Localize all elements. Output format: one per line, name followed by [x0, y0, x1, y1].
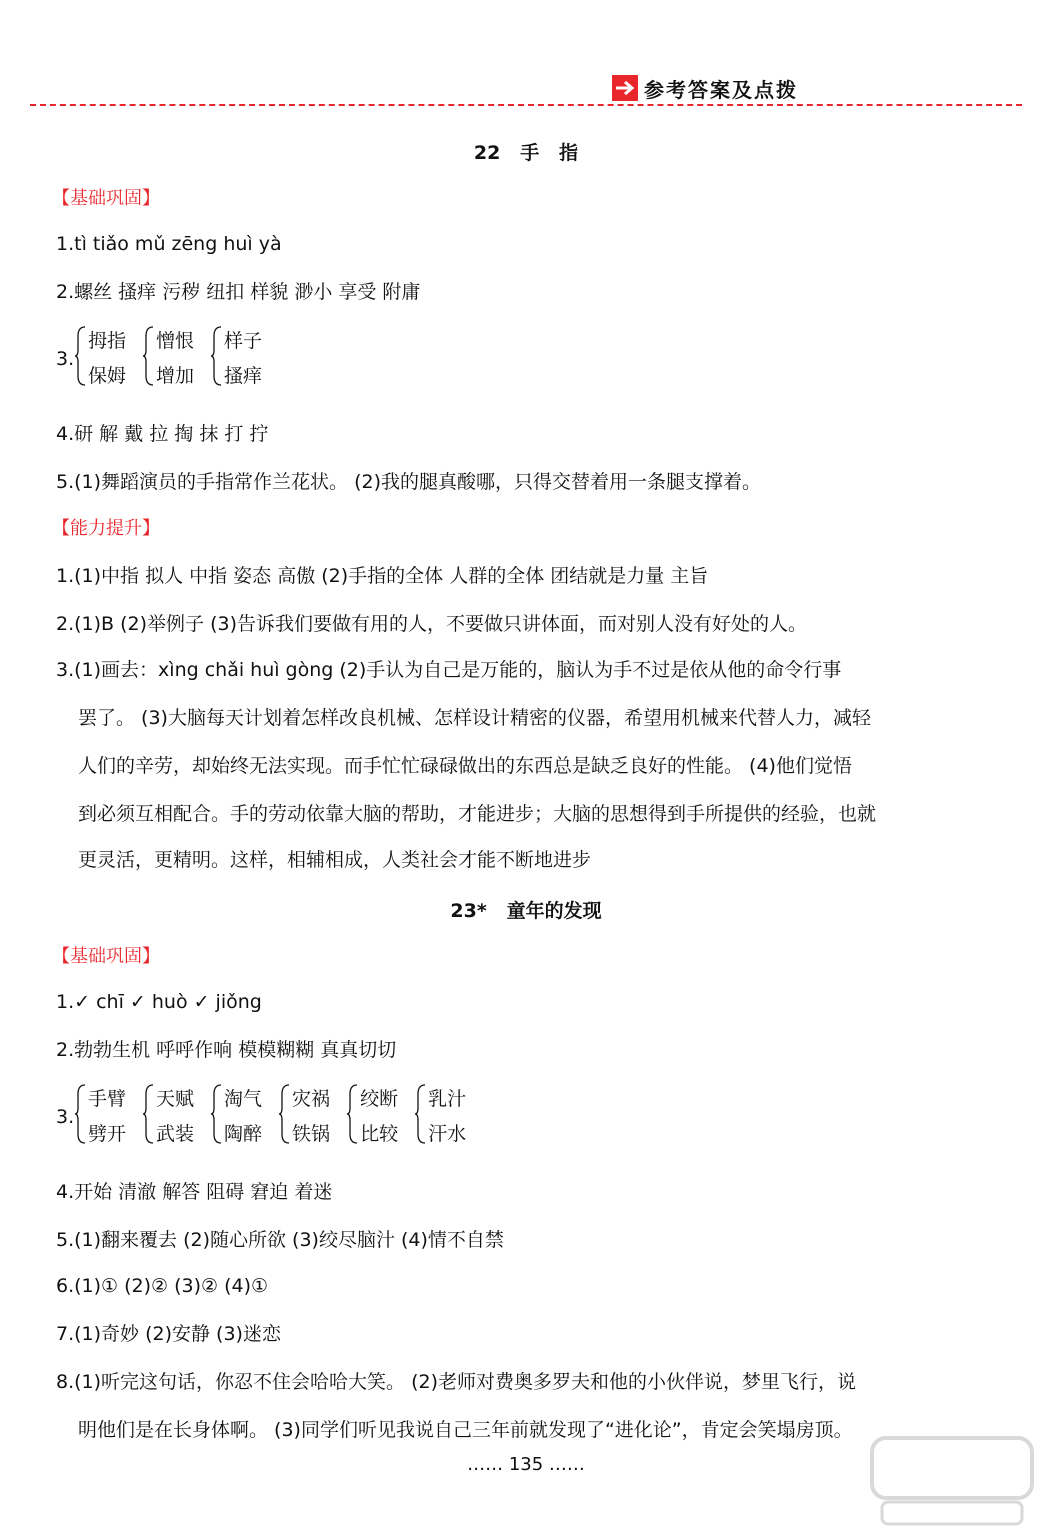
brace-pair	[74, 1084, 126, 1146]
answer-line: 罢了。 (3)大脑每天计划着怎样改良机械、怎样设计精密的仪器，希望用机械来代替人力，减轻	[78, 707, 871, 729]
lesson-title-23: 23* 童年的发现	[450, 900, 602, 922]
brace-word: 保姆	[88, 365, 127, 387]
answer-line: 3.(1)画去：xìng chǎi huì gòng (2)手认为自己是万能的，脑认为手不过是依从他的命令行事	[56, 659, 842, 681]
brace-pair	[210, 326, 262, 388]
answer-line: 5.(1)舞蹈演员的手指常作兰花状。 (2)我的腿真酸哪，只得交替着用一条腿支撑着。	[56, 471, 761, 493]
brace-icon	[414, 1084, 426, 1144]
answer-line: 明他们是在长身体啊。 (3)同学们听见我说自己三年前就发现了“进化论”，肯定会笑塌房顶。	[78, 1419, 853, 1441]
brace-icon	[210, 326, 222, 386]
brace-icon	[210, 1084, 222, 1144]
answer-line: 6.(1)① (2)② (3)② (4)①	[56, 1275, 269, 1297]
brace-word: 搔痒	[224, 365, 263, 387]
answer-line: 4.研 解 戴 拉 掏 抹 打 拧	[56, 423, 269, 445]
answer-line: 2.(1)B (2)举例子 (3)告诉我们要做有用的人，不要做只讲体面，而对别人没有好处的人。	[56, 613, 807, 635]
section-ability: 【能力提升】	[52, 518, 160, 539]
answer-line: 到必须互相配合。手的劳动依靠大脑的帮助，才能进步；大脑的思想得到手所提供的经验，也就	[78, 803, 877, 825]
brace-pair	[142, 326, 194, 388]
answer-line: 1.tì tiǎo mǔ zēng huì yà	[56, 233, 282, 255]
brace-word: 陶醉	[224, 1123, 263, 1145]
answer-line: 4.开始 清澈 解答 阻碍 窘迫 着迷	[56, 1181, 333, 1203]
brace-icon	[74, 1084, 86, 1144]
answer-line: 1.(1)中指 拟人 中指 姿态 高傲 (2)手指的全体 人群的全体 团结就是力量 主旨	[56, 565, 709, 587]
item-number: 3.	[56, 348, 75, 370]
brace-word: 手臂	[88, 1088, 127, 1110]
brace-word: 增加	[156, 365, 195, 387]
answer-line: 2.勃勃生机 呼呼作响 模模糊糊 真真切切	[56, 1039, 397, 1061]
lesson-title-22: 22 手 指	[473, 142, 579, 164]
header-divider	[30, 104, 1022, 106]
brace-group	[74, 1084, 482, 1146]
answer-line: 2.螺丝 搔痒 污秽 纽扣 样貌 渺小 享受 附庸	[56, 281, 421, 303]
brace-word: 憎恨	[156, 330, 195, 352]
brace-pair	[346, 1084, 398, 1146]
answer-line: 8.(1)听完这句话，你忍不住会哈哈大笑。 (2)老师对费奥多罗夫和他的小伙伴说，梦里飞行，说	[56, 1371, 856, 1393]
watermark-icon	[862, 1430, 1042, 1530]
arrow-right-icon	[612, 75, 638, 101]
brace-word: 淘气	[224, 1088, 263, 1110]
answer-line: 更灵活，更精明。这样，相辅相成，人类社会才能不断地进步	[78, 849, 592, 871]
brace-word: 样子	[224, 330, 263, 352]
answer-line: 5.(1)翻来覆去 (2)随心所欲 (3)绞尽脑汁 (4)情不自禁	[56, 1229, 504, 1251]
brace-icon	[278, 1084, 290, 1144]
brace-group	[74, 326, 278, 388]
answer-line: 人们的辛劳，却始终无法实现。而手忙忙碌碌做出的东西总是缺乏良好的性能。 (4)他们觉悟	[78, 755, 852, 777]
item-number: 3.	[56, 1106, 75, 1128]
brace-word: 乳汁	[428, 1088, 467, 1110]
brace-icon	[142, 1084, 154, 1144]
brace-pair	[210, 1084, 262, 1146]
brace-word: 铁锅	[292, 1123, 331, 1145]
brace-word: 拇指	[88, 330, 127, 352]
brace-word: 汗水	[428, 1123, 467, 1145]
brace-word: 天赋	[156, 1088, 195, 1110]
section-basic: 【基础巩固】	[52, 188, 160, 209]
page-number: …… 135 ……	[467, 1454, 585, 1475]
answer-line: 7.(1)奇妙 (2)安静 (3)迷恋	[56, 1323, 281, 1345]
brace-pair	[74, 326, 126, 388]
section-basic: 【基础巩固】	[52, 946, 160, 967]
brace-pair	[414, 1084, 466, 1146]
header-title: 参考答案及点拨	[644, 77, 798, 102]
brace-pair	[142, 1084, 194, 1146]
brace-word: 武装	[156, 1123, 195, 1145]
brace-icon	[142, 326, 154, 386]
brace-pair	[278, 1084, 330, 1146]
brace-word: 比较	[360, 1123, 399, 1145]
brace-word: 劈开	[88, 1123, 127, 1145]
answer-line: 1.✓ chī ✓ huò ✓ jiǒng	[56, 991, 262, 1013]
brace-icon	[74, 326, 86, 386]
page-header	[612, 72, 798, 104]
brace-icon	[346, 1084, 358, 1144]
brace-word: 绞断	[360, 1088, 399, 1110]
brace-word: 灾祸	[292, 1088, 331, 1110]
